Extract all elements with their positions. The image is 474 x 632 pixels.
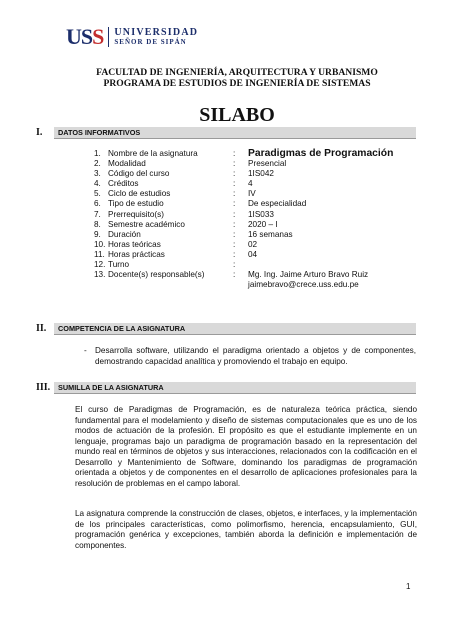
page-number: 1 (406, 582, 411, 591)
competencia-text: Desarrolla software, utilizando el paradigma orientado a objetos y de componentes, demostrando capacidad analítica y promoviendo el trabajo en equipo. (95, 346, 416, 366)
section-number: III. (36, 382, 51, 393)
info-colon: : (233, 209, 236, 219)
info-colon (233, 280, 248, 290)
info-number: 5. (94, 189, 101, 199)
info-number: 8. (94, 219, 101, 229)
info-row (94, 220, 418, 230)
info-colon: : (233, 260, 236, 270)
info-label: Turno (108, 260, 130, 270)
info-colon: : (233, 179, 236, 189)
section-title: SUMILLA DE LA ASIGNATURA (54, 382, 416, 394)
faculty-heading (0, 67, 474, 89)
info-value: jaimebravo@crece.uss.edu.pe (248, 280, 359, 290)
sumilla-paragraph-1: El curso de Paradigmas de Programación, es de naturaleza teórica práctica, siendo fundamental para el modelamiento y diseño de sistemas computacionales que es uno de los modos de actuación de la profesión. El propósito es que el estudiante implemente en un lenguaje, programas bajo un paradigma de programación basado en la representación del mundo real en términos de objetos y sus interacciones, relacionados con la codificación en el Desarrollo y Mantenimiento de Software, dominando los paradigmas de programación orientada a objetos y de componentes en el desarrollo de aplicaciones profesionales para la resolución de problemas en el campo laboral. (75, 405, 417, 488)
info-number: 13. (94, 270, 106, 280)
bullet-dash: - (84, 346, 87, 355)
info-value: 1IS033 (248, 209, 274, 219)
info-colon: : (233, 159, 236, 169)
info-value: 02 (248, 239, 258, 249)
info-colon: : (233, 199, 236, 209)
logo-line2: SEÑOR DE SIPÁN (114, 38, 187, 46)
info-label: Semestre académico (108, 219, 185, 229)
logo-letter-s2: S (92, 24, 104, 49)
info-row (94, 240, 418, 250)
info-label: Nombre de la asignatura (108, 149, 198, 158)
info-label: Modalidad (108, 159, 146, 169)
info-value: 04 (248, 249, 258, 259)
info-row (94, 149, 418, 159)
competencia-item (84, 346, 416, 367)
info-row (94, 159, 418, 169)
info-row (94, 210, 418, 220)
info-row (94, 280, 418, 290)
info-value: 2020 – I (248, 219, 278, 229)
info-row (94, 199, 418, 209)
section-number: II. (36, 323, 47, 334)
info-number: 2. (94, 159, 101, 169)
logo-mark (66, 26, 103, 48)
section-header-competencia (36, 323, 416, 334)
info-row (94, 179, 418, 189)
university-logo (66, 24, 198, 50)
info-label: Tipo de estudio (108, 199, 164, 209)
info-row (94, 230, 418, 240)
document-title: SILABO (199, 104, 275, 126)
info-row (94, 270, 418, 280)
logo-letter-u: U (66, 24, 81, 49)
sumilla-paragraph-2: La asignatura comprende la construcción de clases, objetos, e interfaces, y la implementación de los principales características, como polimorfismo, herencia, encapsulamiento, GUI, programación genérica y excepciones, también aborda la definición e implementación de componentes. (75, 509, 417, 550)
section-number: I. (36, 127, 43, 138)
logo-letter-s1: S (80, 24, 93, 49)
info-table (94, 149, 418, 290)
info-colon: : (233, 270, 236, 280)
info-value: 1IS042 (248, 169, 274, 179)
info-number: 1. (94, 149, 101, 158)
info-row (94, 189, 418, 199)
info-number: 3. (94, 169, 101, 179)
info-label: Duración (108, 229, 141, 239)
info-number: 9. (94, 229, 101, 239)
section-header-datos (36, 127, 416, 138)
info-label: Horas teóricas (108, 239, 161, 249)
info-number: 7. (94, 209, 101, 219)
section-header-sumilla (36, 382, 416, 393)
info-value: Paradigmas de Programación (248, 148, 394, 159)
info-colon: : (233, 229, 236, 239)
program-name: PROGRAMA DE ESTUDIOS DE INGENIERÍA DE SISTEMAS (103, 78, 371, 89)
info-row (94, 169, 418, 179)
info-colon: : (233, 149, 236, 158)
info-colon: : (233, 169, 236, 179)
info-number (94, 280, 108, 290)
info-label: Código del curso (108, 169, 170, 179)
info-label (108, 280, 233, 290)
info-number: 10. (94, 239, 106, 249)
info-colon: : (233, 249, 236, 259)
info-label: Docente(s) responsable(s) (108, 270, 205, 280)
info-value: Mg. Ing. Jaime Arturo Bravo Ruiz (248, 270, 369, 280)
info-colon: : (233, 219, 236, 229)
info-value: 4 (248, 179, 253, 189)
info-row (94, 250, 418, 260)
faculty-name: FACULTAD DE INGENIERÍA, ARQUITECTURA Y URBANISMO (96, 67, 378, 78)
logo-text (108, 27, 198, 47)
info-colon: : (233, 189, 236, 199)
info-number: 4. (94, 179, 101, 189)
info-value: De especialidad (248, 199, 307, 209)
info-number: 12. (94, 260, 106, 270)
section-title: COMPETENCIA DE LA ASIGNATURA (54, 323, 416, 335)
logo-line1: UNIVERSIDAD (114, 27, 199, 38)
info-value: Presencial (248, 159, 287, 169)
info-value: 16 semanas (248, 229, 293, 239)
info-colon: : (233, 239, 236, 249)
info-number: 11. (94, 249, 105, 259)
section-title: DATOS INFORMATIVOS (54, 127, 416, 139)
info-value: IV (248, 189, 256, 199)
info-label: Horas prácticas (108, 249, 165, 259)
info-number: 6. (94, 199, 101, 209)
info-label: Prerrequisito(s) (108, 209, 164, 219)
info-label: Ciclo de estudios (108, 189, 171, 199)
info-row (94, 260, 418, 270)
info-value (248, 260, 418, 270)
info-label: Créditos (108, 179, 139, 189)
